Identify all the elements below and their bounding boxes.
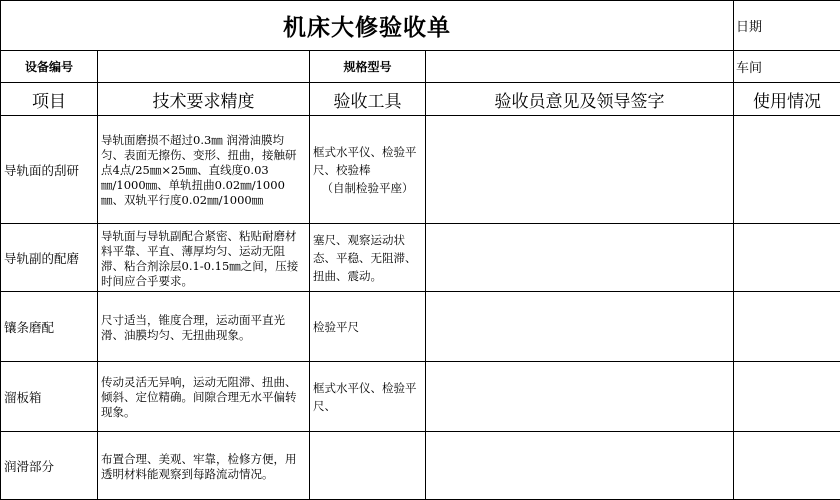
tool-note: （自制检验平座） [321,180,414,195]
model-value[interactable] [426,51,734,83]
col-header-requirement: 技术要求精度 [98,83,310,116]
meta-row [1,51,840,83]
form-title: 机床大修验收单 [1,1,734,51]
tool-cell [310,116,426,224]
table-row [1,116,840,224]
col-header-tool: 验收工具 [310,83,426,116]
tool-text: 检验平尺 [310,292,426,362]
requirement-text: 导轨面与导轨副配合紧密、粘贴耐磨材料平靠、平直、薄厚均匀、运动无阻滞、粘合剂涂层0.1-0.15㎜之间，压接时间应合乎要求。 [98,224,310,292]
item-name: 导轨副的配磨 [1,224,98,292]
workshop-label: 车间 [734,51,840,83]
status-cell[interactable] [734,432,840,500]
requirement-text: 尺寸适当，锥度合理，运动面平直光滑、油膜均匀、无扭曲现象。 [98,292,310,362]
status-cell[interactable] [734,292,840,362]
tool-text: 框式水平仪、检验平尺、校验棒 [313,144,417,177]
opinion-cell[interactable] [426,432,734,500]
opinion-cell[interactable] [426,292,734,362]
status-cell[interactable] [734,362,840,432]
date-label: 日期 [734,1,840,51]
opinion-cell[interactable] [426,224,734,292]
status-cell[interactable] [734,224,840,292]
title-row [1,1,840,51]
col-header-opinion: 验收员意见及领导签字 [426,83,734,116]
table-row [1,292,840,362]
requirement-text: 传动灵活无异响，运动无阻滞、扭曲、倾斜、定位精确。间隙合理无水平偏转现象。 [98,362,310,432]
col-header-item: 项目 [1,83,98,116]
opinion-cell[interactable] [426,116,734,224]
col-header-status: 使用情况 [734,83,840,116]
tool-text: 框式水平仪、检验平尺、 [310,362,426,432]
equipment-no-value[interactable] [98,51,310,83]
table-row [1,432,840,500]
table-row [1,224,840,292]
requirement-text: 导轨面磨损不超过0.3㎜ 润滑油膜均匀、表面无擦伤、变形、扭曲，接触研点4点/25㎜×25㎜、直线度0.03㎜/1000㎜、单轨扭曲0.02㎜/1000㎜、双轨平行度0.02㎜/1000㎜ [98,116,310,224]
tool-text: 塞尺、观察运动状态、平稳、无阻滞、扭曲、震动。 [310,224,426,292]
tool-text [310,432,426,500]
column-header-row [1,83,840,116]
item-name: 润滑部分 [1,432,98,500]
item-name: 镶条磨配 [1,292,98,362]
requirement-text: 布置合理、美观、牢靠，检修方便，用透明材料能观察到每路流动情况。 [98,432,310,500]
equipment-no-label: 设备编号 [1,51,98,83]
table-row [1,362,840,432]
item-name: 溜板箱 [1,362,98,432]
model-label: 规格型号 [310,51,426,83]
item-name: 导轨面的刮研 [1,116,98,224]
opinion-cell[interactable] [426,362,734,432]
status-cell[interactable] [734,116,840,224]
